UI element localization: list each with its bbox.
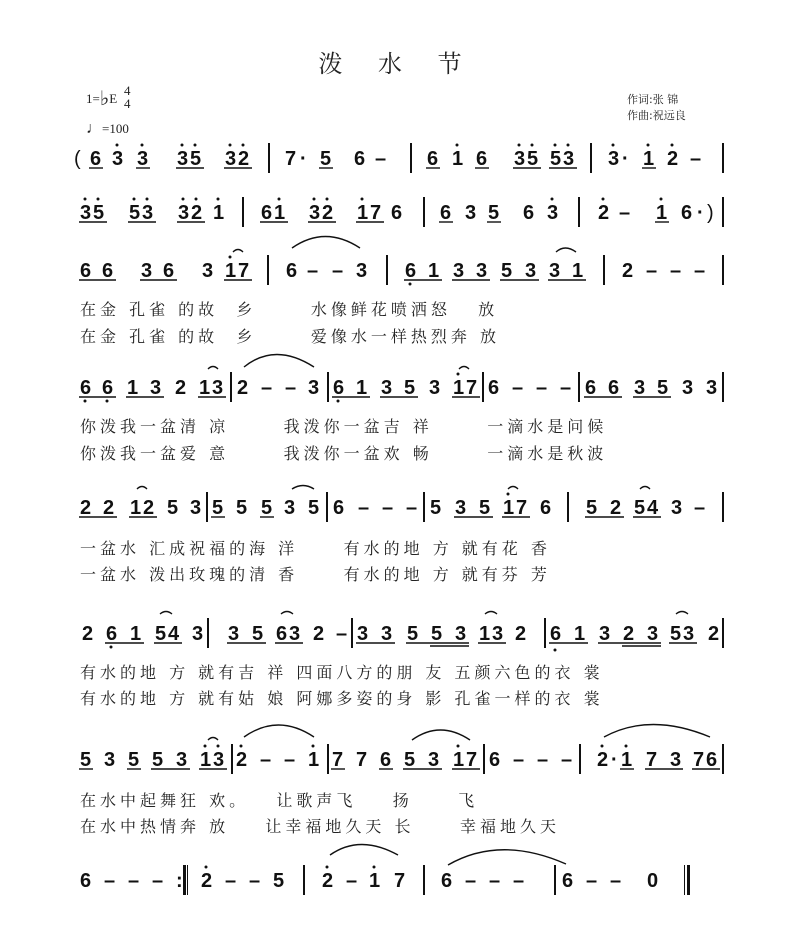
note: 1 — [130, 497, 142, 519]
note: 2 — [237, 377, 249, 399]
note: 6 — [90, 148, 102, 170]
note: 2 — [313, 623, 325, 645]
note: – — [128, 870, 140, 892]
note: 5 — [501, 260, 513, 282]
note: 5 — [167, 497, 179, 519]
note: 3 — [142, 202, 154, 224]
note: 1 — [199, 377, 211, 399]
note: – — [332, 260, 344, 282]
lyrics-verse-1: 在金 孔雀 的故 乡 水像鲜花喷洒怒 放 — [80, 300, 499, 319]
note: 1 — [453, 749, 465, 771]
note: 5 — [129, 202, 141, 224]
note: 5 — [430, 497, 442, 519]
note: 6 — [488, 377, 500, 399]
note: 3 — [190, 497, 202, 519]
note: 5 — [404, 749, 416, 771]
note: – — [694, 497, 706, 519]
flat-icon: ♭ — [99, 88, 110, 110]
note: 3 — [104, 749, 116, 771]
note: 7 — [285, 148, 297, 170]
note: 6 — [476, 148, 488, 170]
note: 3 — [547, 202, 559, 224]
note: 3 — [381, 623, 393, 645]
note: 3 — [80, 202, 92, 224]
note: 2 — [322, 202, 334, 224]
note: 1 — [621, 749, 633, 771]
key-prefix: 1= — [86, 91, 100, 106]
note: 5 — [308, 497, 320, 519]
note: – — [249, 870, 261, 892]
note: 5 — [152, 749, 164, 771]
note: 3 — [429, 377, 441, 399]
note: 6 — [562, 870, 574, 892]
note: 5 — [80, 749, 92, 771]
lyrics-verse-2: 你泼我一盆爱 意 我泼你一盆欢 畅 一滴水是秋波 — [80, 444, 608, 463]
note: 5 — [634, 497, 646, 519]
note: 5 — [93, 202, 105, 224]
note: 3 — [549, 260, 561, 282]
note: – — [225, 870, 237, 892]
note: 2 — [82, 623, 94, 645]
note: 5 — [488, 202, 500, 224]
note: 7 — [370, 202, 382, 224]
note: 6 — [80, 870, 92, 892]
note: 6 — [585, 377, 597, 399]
note: · — [300, 148, 307, 170]
note: – — [152, 870, 164, 892]
note: 2 — [598, 202, 610, 224]
lyrics-verse-2: 在金 孔雀 的故 乡 爱像水一样热烈奔 放 — [80, 327, 500, 346]
note: – — [358, 497, 370, 519]
note: – — [489, 870, 501, 892]
note: 3 — [141, 260, 153, 282]
note: 1 — [356, 377, 368, 399]
note: 3 — [289, 623, 301, 645]
note: – — [285, 377, 297, 399]
note: – — [284, 749, 296, 771]
note: 2 — [623, 623, 635, 645]
note: 2 — [80, 497, 92, 519]
note: – — [104, 870, 116, 892]
note: 6 — [163, 260, 175, 282]
note: 3 — [682, 377, 694, 399]
note: 6 — [106, 623, 118, 645]
note: – — [406, 497, 418, 519]
note: 1 — [308, 749, 320, 771]
note: 4 — [647, 497, 659, 519]
note: 2 — [201, 870, 213, 892]
quarter-note-icon: ♩ — [86, 120, 102, 137]
note: 3 — [563, 148, 575, 170]
lyrics-verse-2: 有水的地 方 就有姑 娘 阿娜多姿的身 影 孔雀一样的衣 裳 — [80, 689, 604, 708]
note: 1 — [572, 260, 584, 282]
note: 5 — [190, 148, 202, 170]
note: 2 — [667, 148, 679, 170]
note: 6 — [440, 202, 452, 224]
note: 6 — [261, 202, 273, 224]
note: – — [375, 148, 387, 170]
note: – — [465, 870, 477, 892]
note: 1 — [479, 623, 491, 645]
note: 3 — [453, 260, 465, 282]
note: – — [536, 377, 548, 399]
note: 2 — [597, 749, 609, 771]
note: – — [346, 870, 358, 892]
note: 3 — [284, 497, 296, 519]
note: 1 — [656, 202, 668, 224]
note: 2 — [103, 497, 115, 519]
note: 7 — [466, 749, 478, 771]
note: 2 — [191, 202, 203, 224]
note: 3 — [309, 202, 321, 224]
note: 3 — [112, 148, 124, 170]
note: 3 — [599, 623, 611, 645]
note: 6 — [608, 377, 620, 399]
note: 5 — [407, 623, 419, 645]
note: 3 — [192, 623, 204, 645]
note: 1 — [225, 260, 237, 282]
note: 7 — [238, 260, 250, 282]
note: 3 — [492, 623, 504, 645]
note: 3 — [225, 148, 237, 170]
note: 2 — [610, 497, 622, 519]
note: 6 — [391, 202, 403, 224]
note: 6 — [681, 202, 693, 224]
note: 2 — [175, 377, 187, 399]
note: 6 — [80, 377, 92, 399]
note: 5 — [479, 497, 491, 519]
lyrics-verse-1: 一盆水 汇成祝福的海 洋 有水的地 方 就有花 香 — [80, 539, 551, 558]
note: 3 — [476, 260, 488, 282]
note: 3 — [428, 749, 440, 771]
note: 3 — [213, 749, 225, 771]
song-title: 泼 水 节 — [318, 50, 476, 78]
note: – — [670, 260, 682, 282]
note: 6 — [333, 377, 345, 399]
note: 3 — [514, 148, 526, 170]
note: 5 — [670, 623, 682, 645]
note: 6 — [550, 623, 562, 645]
note: 5 — [155, 623, 167, 645]
note: 1 — [574, 623, 586, 645]
note: 6 — [354, 148, 366, 170]
lyrics-verse-2: 在水中热情奔 放 让幸福地久天 长 幸福地久天 — [80, 817, 560, 836]
note: 2 — [236, 749, 248, 771]
note: 5 — [550, 148, 562, 170]
note: 6 — [540, 497, 552, 519]
note: 3 — [150, 377, 162, 399]
note: 1 — [274, 202, 286, 224]
note: 6 — [102, 260, 114, 282]
note: 3 — [455, 623, 467, 645]
note: 2 — [143, 497, 155, 519]
note: 7 — [516, 497, 528, 519]
note: 6 — [333, 497, 345, 519]
note: 5 — [320, 148, 332, 170]
note: – — [260, 749, 272, 771]
note: 3 — [137, 148, 149, 170]
note: 7 — [332, 749, 344, 771]
lyrics-verse-2: 一盆水 泼出玫瑰的清 香 有水的地 方 就有芬 芳 — [80, 565, 551, 584]
note: 3 — [202, 260, 214, 282]
note: 7 — [466, 377, 478, 399]
note: 1 — [127, 377, 139, 399]
note: 7 — [356, 749, 368, 771]
note: 6 — [276, 623, 288, 645]
note: 5 — [128, 749, 140, 771]
note: : — [176, 870, 183, 892]
note: 7 — [646, 749, 658, 771]
note: – — [512, 377, 524, 399]
note: 1 — [357, 202, 369, 224]
note: 3 — [356, 260, 368, 282]
note: 5 — [404, 377, 416, 399]
note: 1 — [452, 148, 464, 170]
note: 1 — [369, 870, 381, 892]
note: – — [513, 870, 525, 892]
note: 3 — [177, 148, 189, 170]
note: 3 — [212, 377, 224, 399]
note: – — [619, 202, 631, 224]
note: 6 — [489, 749, 501, 771]
note: 3 — [465, 202, 477, 224]
note: 4 — [168, 623, 180, 645]
note: 5 — [236, 497, 248, 519]
note: – — [382, 497, 394, 519]
note: 6 — [380, 749, 392, 771]
note: 2 — [322, 870, 334, 892]
note: 6 — [441, 870, 453, 892]
time-top: 4 — [124, 83, 131, 98]
note: 3 — [706, 377, 718, 399]
note: – — [513, 749, 525, 771]
note: 3 — [381, 377, 393, 399]
note: 0 — [647, 870, 659, 892]
note: 2 — [238, 148, 250, 170]
note: ) — [707, 202, 714, 224]
note: 6 — [405, 260, 417, 282]
note: 3 — [455, 497, 467, 519]
note: 3 — [671, 497, 683, 519]
note: 3 — [608, 148, 620, 170]
note: – — [610, 870, 622, 892]
note: 7 — [394, 870, 406, 892]
tempo-value: =100 — [102, 121, 129, 136]
lyrics-verse-1: 你泼我一盆清 凉 我泼你一盆吉 祥 一滴水是问候 — [80, 417, 608, 436]
note: 5 — [273, 870, 285, 892]
note: 5 — [527, 148, 539, 170]
note: ( — [74, 148, 81, 170]
note: 1 — [643, 148, 655, 170]
note: 3 — [634, 377, 646, 399]
note: · — [622, 148, 629, 170]
note: – — [646, 260, 658, 282]
note: 5 — [212, 497, 224, 519]
note: · — [697, 202, 704, 224]
note: – — [586, 870, 598, 892]
note: 2 — [622, 260, 634, 282]
note: 6 — [102, 377, 114, 399]
note: – — [690, 148, 702, 170]
note: 5 — [431, 623, 443, 645]
note: 6 — [523, 202, 535, 224]
note: 5 — [657, 377, 669, 399]
note: 3 — [308, 377, 320, 399]
lyrics-verse-1: 有水的地 方 就有吉 祥 四面八方的朋 友 五颜六色的衣 裳 — [80, 663, 604, 682]
note: 5 — [252, 623, 264, 645]
note: 3 — [525, 260, 537, 282]
time-bottom: 4 — [124, 96, 131, 111]
note: 6 — [427, 148, 439, 170]
note: 1 — [213, 202, 225, 224]
note: 1 — [200, 749, 212, 771]
note: 1 — [453, 377, 465, 399]
note: 1 — [428, 260, 440, 282]
note: 2 — [515, 623, 527, 645]
note: 3 — [683, 623, 695, 645]
note: 3 — [176, 749, 188, 771]
note: · — [611, 749, 618, 771]
note: 3 — [228, 623, 240, 645]
note: – — [560, 377, 572, 399]
lyrics-verse-1: 在水中起舞狂 欢。 让歌声飞 扬 飞 — [80, 791, 479, 810]
note: 5 — [261, 497, 273, 519]
key-tonic: E — [109, 91, 118, 106]
note: 1 — [503, 497, 515, 519]
note: 3 — [647, 623, 659, 645]
note: 2 — [708, 623, 720, 645]
note: 6 — [80, 260, 92, 282]
note: 7 — [693, 749, 705, 771]
lyricist: 作词:张 锦 — [627, 93, 679, 106]
note: – — [261, 377, 273, 399]
note: – — [336, 623, 348, 645]
composer: 作曲:祝远良 — [627, 109, 686, 122]
note: 3 — [357, 623, 369, 645]
note: – — [537, 749, 549, 771]
note: – — [694, 260, 706, 282]
note: 6 — [706, 749, 718, 771]
note: 5 — [586, 497, 598, 519]
note: – — [307, 260, 319, 282]
note: – — [561, 749, 573, 771]
note: 3 — [178, 202, 190, 224]
note: 6 — [286, 260, 298, 282]
note: 3 — [670, 749, 682, 771]
note: 1 — [130, 623, 142, 645]
